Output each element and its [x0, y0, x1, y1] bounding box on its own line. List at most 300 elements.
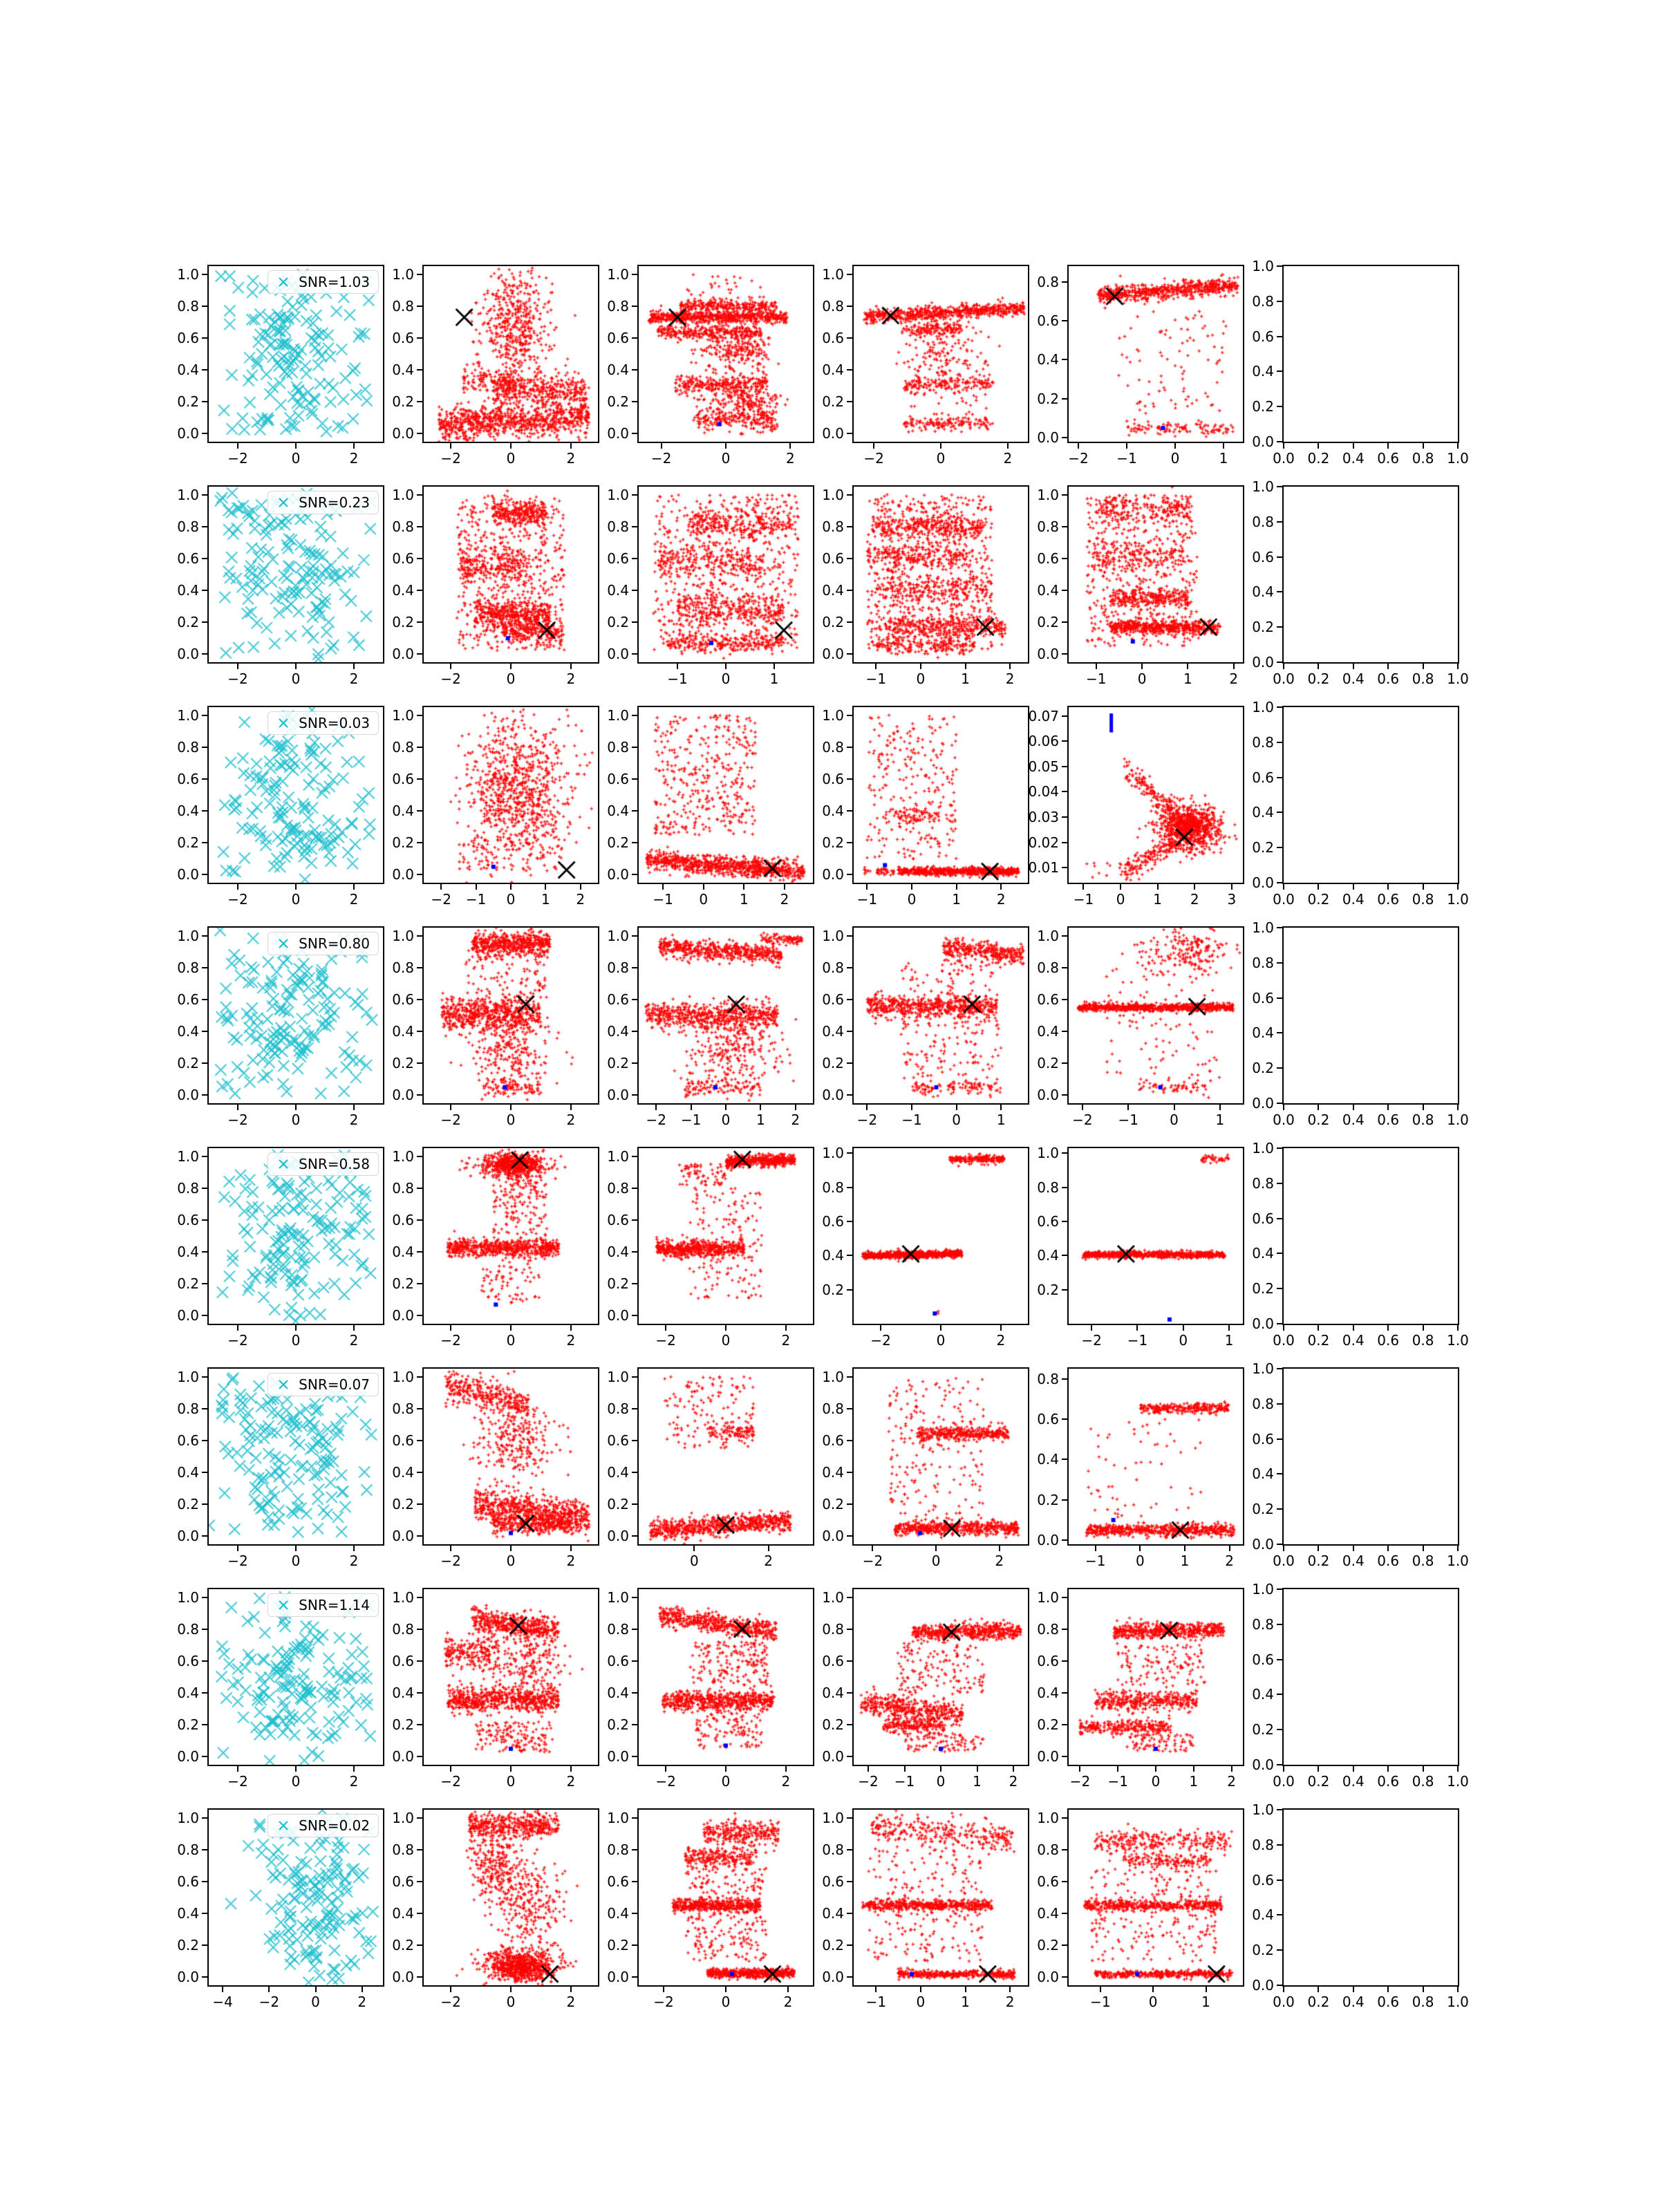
y-tick-label: 1.0: [177, 706, 199, 724]
x-tick-mark: [353, 664, 355, 669]
y-tick-mark: [847, 1440, 852, 1441]
y-tick-mark: [1277, 1508, 1282, 1510]
x-tick-mark: [510, 884, 512, 890]
y-tick-label: 0.0: [1252, 433, 1274, 450]
subplot-r2c1: [177, 485, 384, 687]
y-tick-label: 0.8: [607, 1400, 629, 1417]
y-tick-label: 0.8: [822, 738, 844, 756]
x-tick-mark: [1318, 664, 1319, 669]
legend-label: SNR=0.80: [299, 935, 370, 952]
y-tick-mark: [417, 558, 422, 559]
subplot-r2c4: [822, 485, 1029, 687]
y-tick-label: 0.0: [392, 866, 414, 883]
y-tick-mark: [1062, 281, 1067, 283]
x-tick-mark: [1318, 1325, 1319, 1331]
y-tick-mark: [202, 1692, 207, 1694]
y-tick-mark: [1062, 740, 1067, 742]
x-tick-label: 0.2: [1307, 1773, 1330, 1790]
x-tick-label: 2: [349, 1112, 359, 1128]
x-tick-label: 0.8: [1412, 1332, 1434, 1349]
x-tick-mark: [580, 884, 581, 890]
y-tick-label: 0.4: [177, 362, 199, 379]
x-tick-label: 0.4: [1342, 1112, 1365, 1128]
x-tick-label: −2: [431, 891, 451, 908]
y-tick-mark: [1277, 1032, 1282, 1033]
x-tick-mark: [1387, 1987, 1389, 1992]
y-tick-label: 1.0: [177, 1588, 199, 1606]
y-tick-label: 1.0: [1252, 1360, 1274, 1377]
x-tick-label: 2: [1229, 671, 1239, 687]
y-tick-mark: [202, 1817, 207, 1819]
y-tick-mark: [1277, 1103, 1282, 1104]
x-tick-label: 0: [506, 891, 516, 908]
y-tick-mark: [417, 1156, 422, 1157]
x-tick-mark: [1423, 1766, 1424, 1772]
y-tick-label: 0.8: [392, 959, 414, 976]
subplot-r7c6: [1252, 1581, 1469, 1790]
x-tick-mark: [1353, 1105, 1354, 1110]
y-tick-label: 0.6: [607, 550, 629, 567]
y-tick-label: 0.4: [177, 1905, 199, 1922]
y-tick-mark: [1062, 653, 1067, 655]
y-tick-label: 1.0: [392, 927, 414, 944]
y-tick-label: 0.4: [1037, 351, 1059, 368]
x-tick-label: 2: [576, 891, 585, 908]
x-tick-label: 1: [973, 1773, 982, 1790]
x-tick-label: 0.4: [1342, 1773, 1365, 1790]
x-tick-mark: [1127, 1105, 1129, 1110]
y-tick-label: 0.8: [392, 1841, 414, 1858]
x-tick-mark: [237, 1105, 238, 1110]
y-tick-label: 0.4: [177, 803, 199, 820]
y-tick-label: 0.6: [607, 1873, 629, 1890]
x-tick-label: 2: [349, 450, 359, 467]
y-tick-mark: [847, 1289, 852, 1291]
y-tick-mark: [1277, 556, 1282, 558]
y-tick-mark: [202, 1031, 207, 1032]
y-tick-mark: [632, 433, 637, 434]
y-tick-label: 0.8: [177, 1620, 199, 1638]
y-tick-mark: [1062, 1378, 1067, 1380]
y-tick-mark: [417, 1251, 422, 1253]
x-tick-mark: [875, 664, 877, 669]
y-tick-mark: [202, 526, 207, 527]
x-tick-label: 2: [566, 1553, 576, 1569]
x-tick-mark: [725, 1325, 727, 1331]
legend-x-marker-icon: [276, 275, 290, 289]
x-tick-mark: [940, 443, 941, 449]
y-tick-label: 0.0: [392, 646, 414, 663]
y-tick-mark: [1277, 1729, 1282, 1730]
x-tick-label: 0: [1136, 1553, 1145, 1569]
x-tick-mark: [1353, 1546, 1354, 1551]
x-tick-mark: [1318, 1987, 1319, 1992]
y-tick-mark: [632, 1251, 637, 1253]
y-tick-label: 0.2: [1037, 1055, 1059, 1072]
y-tick-label: 1.0: [1252, 258, 1274, 274]
y-tick-mark: [632, 526, 637, 527]
subplot-r4c1: [177, 926, 384, 1128]
subplot-r5c6: [1252, 1140, 1469, 1349]
y-tick-mark: [1062, 1031, 1067, 1032]
x-tick-mark: [768, 1546, 769, 1551]
y-tick-mark: [202, 1188, 207, 1189]
legend-x-marker-icon: [276, 1378, 290, 1391]
y-tick-mark: [1277, 1809, 1282, 1810]
y-tick-mark: [847, 778, 852, 780]
y-tick-mark: [1277, 997, 1282, 999]
y-tick-label: 1.0: [177, 1809, 199, 1826]
x-tick-mark: [353, 443, 355, 449]
y-tick-mark: [1062, 715, 1067, 717]
x-tick-label: 2: [357, 1994, 367, 2010]
y-tick-mark: [417, 433, 422, 434]
y-tick-label: 0.4: [1037, 1247, 1059, 1264]
x-tick-label: −2: [1072, 1112, 1093, 1128]
legend-label: SNR=1.14: [299, 1597, 370, 1613]
y-tick-label: 0.4: [392, 362, 414, 379]
y-tick-label: 0.6: [1252, 1210, 1274, 1227]
x-tick-label: 0: [506, 1773, 516, 1790]
x-tick-label: 0: [1148, 1994, 1158, 2010]
y-tick-label: 0.4: [607, 1023, 629, 1040]
subplot-r2c3: [607, 485, 814, 687]
y-tick-mark: [1277, 1588, 1282, 1590]
x-tick-label: 0.6: [1377, 1332, 1400, 1349]
y-tick-label: 0.8: [1252, 513, 1274, 530]
x-tick-mark: [1283, 1766, 1284, 1772]
subplot-r3c1: [177, 706, 384, 908]
x-tick-mark: [1457, 1325, 1459, 1331]
y-tick-mark: [1062, 398, 1067, 400]
x-tick-mark: [920, 1987, 921, 1992]
y-tick-label: 0.04: [1028, 783, 1059, 800]
y-tick-label: 0.4: [1252, 363, 1274, 380]
y-tick-mark: [632, 1913, 637, 1914]
x-tick-mark: [1095, 1546, 1096, 1551]
x-tick-mark: [570, 664, 572, 669]
y-tick-label: 0.2: [607, 1937, 629, 1954]
y-tick-label: 0.4: [392, 1905, 414, 1922]
x-tick-mark: [450, 1546, 451, 1551]
y-tick-mark: [202, 1251, 207, 1253]
x-tick-label: 0: [1170, 450, 1180, 467]
x-tick-label: 2: [349, 891, 359, 908]
y-tick-mark: [1277, 301, 1282, 302]
y-tick-mark: [202, 1503, 207, 1505]
x-tick-label: −2: [259, 1994, 280, 2010]
y-tick-mark: [1277, 336, 1282, 337]
x-tick-label: −2: [440, 1553, 461, 1569]
y-tick-mark: [202, 1881, 207, 1882]
y-tick-mark: [632, 1629, 637, 1630]
x-tick-label: 0: [721, 450, 731, 467]
y-tick-mark: [1277, 1323, 1282, 1324]
x-tick-label: 1: [756, 1112, 765, 1128]
y-tick-mark: [202, 1660, 207, 1662]
subplot-r1c5: [1037, 265, 1244, 467]
y-tick-label: 0.4: [1037, 1023, 1059, 1040]
y-tick-label: 0.8: [1252, 733, 1274, 751]
scatter-canvas: [1069, 1810, 1243, 1985]
y-tick-mark: [417, 590, 422, 591]
x-tick-mark: [295, 664, 297, 669]
y-tick-mark: [202, 1629, 207, 1630]
y-tick-mark: [202, 1156, 207, 1157]
y-tick-label: 0.6: [392, 770, 414, 787]
y-tick-label: 0.4: [177, 1023, 199, 1040]
y-tick-label: 0.8: [392, 738, 414, 756]
x-tick-mark: [1117, 1766, 1118, 1772]
x-tick-mark: [237, 1546, 238, 1551]
x-tick-mark: [911, 1105, 912, 1110]
x-tick-label: −1: [653, 891, 673, 908]
y-tick-label: 0.2: [607, 1055, 629, 1072]
x-tick-label: 0: [506, 1994, 516, 2010]
y-tick-label: 0.6: [177, 1211, 199, 1228]
x-tick-label: 0.8: [1412, 1553, 1434, 1569]
legend-box: [268, 270, 379, 294]
scatter-canvas: [424, 1148, 598, 1324]
scatter-canvas: [854, 1148, 1028, 1324]
y-tick-label: 0.0: [822, 1748, 844, 1765]
y-tick-label: 0.0: [1037, 429, 1059, 447]
subplot-r3c6: [1252, 699, 1469, 908]
y-tick-mark: [1062, 1221, 1067, 1222]
x-tick-mark: [940, 1325, 941, 1331]
y-tick-label: 0.8: [607, 297, 629, 315]
legend-x-marker-icon: [276, 1598, 290, 1612]
x-tick-mark: [1206, 1987, 1207, 1992]
y-tick-label: 0.4: [392, 1685, 414, 1702]
y-tick-mark: [202, 558, 207, 559]
x-tick-label: −1: [1073, 891, 1094, 908]
subplot-r3c4: [822, 706, 1029, 908]
scatter-canvas: [1069, 1369, 1243, 1544]
y-tick-label: 0.07: [1028, 707, 1059, 724]
y-tick-mark: [202, 715, 207, 716]
y-tick-mark: [1277, 1067, 1282, 1069]
x-tick-label: 1: [1215, 1112, 1225, 1128]
y-tick-label: 0.2: [607, 393, 629, 411]
x-tick-mark: [661, 443, 662, 449]
x-tick-mark: [440, 884, 442, 890]
y-tick-mark: [847, 1756, 852, 1757]
y-tick-label: 0.8: [1037, 273, 1059, 290]
x-tick-label: −2: [863, 450, 884, 467]
y-tick-label: 0.6: [392, 1873, 414, 1890]
y-tick-mark: [1277, 406, 1282, 407]
legend-label: SNR=1.03: [299, 274, 370, 290]
y-tick-mark: [847, 1849, 852, 1850]
y-tick-mark: [847, 558, 852, 559]
y-tick-mark: [847, 1187, 852, 1188]
y-tick-label: 0.6: [1252, 989, 1274, 1006]
x-tick-mark: [362, 1987, 363, 1992]
y-tick-mark: [202, 1976, 207, 1978]
legend-box: [268, 1593, 379, 1617]
y-tick-label: 1.0: [392, 1147, 414, 1165]
y-tick-mark: [847, 1408, 852, 1409]
y-tick-mark: [1062, 935, 1067, 937]
x-tick-mark: [237, 1766, 238, 1772]
x-tick-mark: [476, 884, 477, 890]
x-tick-label: −2: [440, 1994, 461, 2010]
y-tick-mark: [1062, 1187, 1067, 1188]
y-tick-mark: [632, 999, 637, 1000]
scatter-canvas: [1284, 1589, 1458, 1765]
y-tick-label: 0.2: [392, 1496, 414, 1513]
y-tick-mark: [1062, 967, 1067, 968]
y-tick-label: 1.0: [1037, 1809, 1059, 1826]
legend-box: [268, 1814, 379, 1837]
y-tick-mark: [202, 1472, 207, 1473]
x-tick-mark: [1184, 1546, 1185, 1551]
y-tick-label: 0.6: [1252, 548, 1274, 565]
y-tick-mark: [632, 1094, 637, 1096]
y-tick-mark: [417, 494, 422, 496]
y-tick-mark: [1062, 1459, 1067, 1460]
scatter-canvas: [424, 1589, 598, 1765]
x-tick-label: 1: [1180, 1553, 1190, 1569]
subplot-r2c6: [1252, 478, 1469, 687]
y-tick-label: 0.4: [392, 582, 414, 599]
x-tick-label: 2: [566, 450, 576, 467]
x-tick-label: 2: [996, 891, 1006, 908]
y-tick-label: 0.03: [1028, 808, 1059, 825]
x-tick-label: 2: [566, 1332, 576, 1349]
subplot-r5c3: [607, 1147, 814, 1349]
x-tick-mark: [353, 1766, 355, 1772]
subplot-r1c2: [392, 265, 599, 467]
y-tick-mark: [847, 621, 852, 623]
y-tick-mark: [417, 1031, 422, 1032]
scatter-canvas: [1284, 928, 1458, 1103]
subplot-r6c2: [392, 1367, 599, 1569]
x-tick-label: −1: [680, 1112, 702, 1128]
y-tick-mark: [417, 1408, 422, 1409]
y-tick-mark: [417, 1724, 422, 1725]
y-tick-mark: [1277, 812, 1282, 813]
x-tick-label: −1: [667, 671, 688, 687]
x-tick-label: 0: [916, 1994, 926, 2010]
y-tick-label: 0.8: [1252, 1395, 1274, 1412]
scatter-canvas: [424, 1369, 598, 1544]
x-tick-mark: [1387, 1325, 1389, 1331]
y-tick-label: 0.4: [822, 1023, 844, 1040]
legend-box: [268, 1152, 379, 1176]
x-tick-mark: [977, 1766, 978, 1772]
y-tick-label: 0.4: [1037, 582, 1059, 599]
scatter-canvas: [424, 266, 598, 442]
y-tick-label: 0.2: [392, 614, 414, 631]
y-tick-label: 0.0: [822, 866, 844, 883]
y-tick-mark: [847, 1503, 852, 1505]
y-tick-mark: [202, 967, 207, 968]
y-tick-label: 1.0: [822, 1588, 844, 1606]
y-tick-mark: [202, 1849, 207, 1850]
y-tick-mark: [632, 967, 637, 968]
y-tick-label: 0.4: [177, 1244, 199, 1261]
x-tick-label: 1: [961, 1994, 970, 2010]
x-tick-mark: [450, 1325, 451, 1331]
y-tick-label: 0.2: [392, 1275, 414, 1293]
y-tick-mark: [847, 1660, 852, 1662]
x-tick-label: 0: [291, 450, 301, 467]
y-tick-mark: [632, 1188, 637, 1189]
y-tick-label: 0.6: [1037, 550, 1059, 567]
y-tick-label: 0.2: [822, 393, 844, 411]
subplot-r5c4: [822, 1145, 1029, 1349]
y-tick-mark: [1062, 1152, 1067, 1154]
x-tick-mark: [222, 1987, 223, 1992]
y-tick-label: 0.4: [392, 1244, 414, 1261]
scatter-canvas: [1069, 1148, 1243, 1324]
y-tick-label: 0.0: [822, 425, 844, 442]
x-tick-label: 0.8: [1412, 891, 1434, 908]
y-tick-label: 0.8: [822, 1400, 844, 1417]
y-tick-mark: [1277, 486, 1282, 487]
y-tick-label: 0.8: [822, 959, 844, 976]
x-tick-label: 0.6: [1377, 1773, 1400, 1790]
y-tick-label: 1.0: [392, 1588, 414, 1606]
y-tick-mark: [632, 1408, 637, 1409]
y-tick-label: 0.0: [1252, 1977, 1274, 1994]
y-tick-label: 0.2: [1037, 1937, 1059, 1954]
x-tick-label: −2: [646, 1112, 666, 1128]
x-tick-label: −2: [655, 1332, 676, 1349]
x-tick-mark: [570, 443, 572, 449]
subplot-r6c6: [1252, 1360, 1469, 1569]
x-tick-mark: [1387, 664, 1389, 669]
y-tick-label: 0.8: [1037, 518, 1059, 535]
x-tick-mark: [1457, 443, 1459, 449]
y-tick-label: 0.8: [392, 518, 414, 535]
x-tick-mark: [1136, 1325, 1138, 1331]
y-tick-label: 0.0: [392, 1969, 414, 1986]
y-tick-mark: [847, 337, 852, 339]
y-tick-label: 0.8: [1252, 1836, 1274, 1853]
y-tick-mark: [847, 715, 852, 716]
y-tick-mark: [1062, 1944, 1067, 1946]
x-tick-mark: [1231, 884, 1232, 890]
x-tick-mark: [1318, 884, 1319, 890]
y-tick-mark: [1062, 1597, 1067, 1598]
x-tick-label: 0.4: [1342, 1994, 1365, 2010]
y-tick-label: 0.6: [1037, 1873, 1059, 1890]
y-tick-mark: [847, 999, 852, 1000]
x-tick-mark: [662, 884, 664, 890]
y-tick-mark: [847, 306, 852, 307]
y-tick-label: 0.6: [1252, 1871, 1274, 1888]
y-tick-label: 0.6: [607, 770, 629, 787]
x-tick-mark: [956, 1105, 957, 1110]
x-tick-label: 0.2: [1307, 450, 1330, 467]
y-tick-mark: [847, 967, 852, 968]
x-tick-label: −1: [894, 1773, 915, 1790]
y-tick-mark: [1277, 1218, 1282, 1219]
x-tick-label: 2: [785, 450, 795, 467]
x-tick-mark: [1353, 443, 1354, 449]
legend-label: SNR=0.58: [299, 1156, 370, 1172]
x-tick-label: 0: [506, 671, 516, 687]
y-tick-mark: [202, 1597, 207, 1598]
x-tick-label: 0: [1179, 1332, 1188, 1349]
y-tick-mark: [1277, 1659, 1282, 1660]
x-tick-label: 0: [952, 1112, 961, 1128]
subplot-r7c3: [607, 1588, 814, 1790]
y-tick-mark: [1277, 591, 1282, 592]
